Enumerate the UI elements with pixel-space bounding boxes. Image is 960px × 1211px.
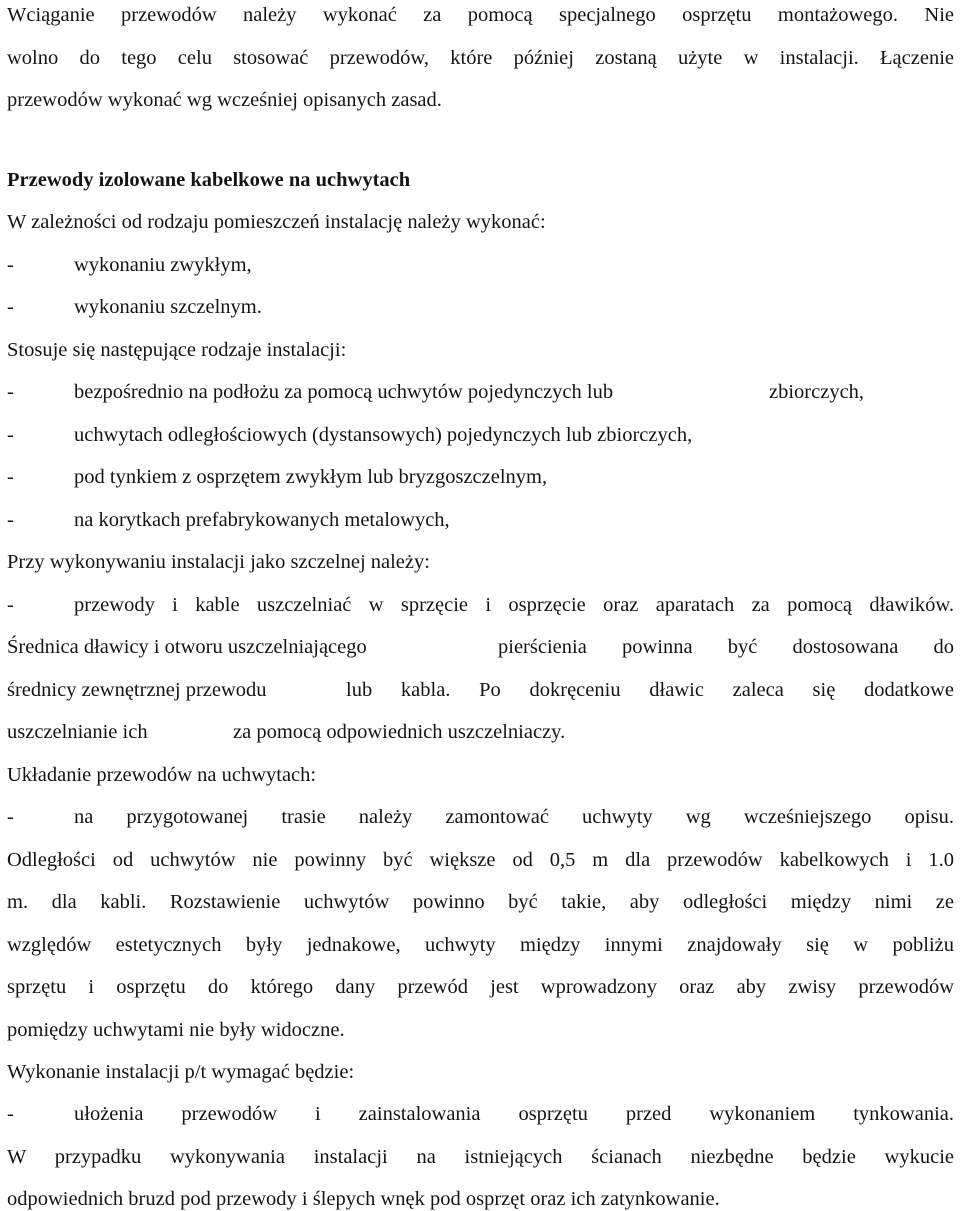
list-item-text: na korytkach prefabrykowanych metalowych, [74, 509, 450, 531]
paragraph-line: W zależności od rodzaju pomieszczeń instalację należy wykonać: [7, 211, 546, 233]
list-item-text: wykonaniu szczelnym. [74, 296, 262, 318]
list-dash: - [7, 806, 14, 828]
paragraph-line: odpowiednich bruzd pod przewody i ślepych wnęk pod osprzęt oraz ich zatynkowanie. [7, 1188, 720, 1210]
paragraph-line: Wykonanie instalacji p/t wymagać będzie: [7, 1061, 355, 1083]
text-segment: lub kabla. Po dokręceniu dławic zaleca się dodatkowe [346, 679, 954, 701]
list-dash: - [7, 381, 14, 403]
paragraph-line: m. dla kabli. Rozstawienie uchwytów powinno być takie, aby odległości między nimi ze [7, 891, 954, 913]
paragraph-line: Przy wykonywaniu instalacji jako szczelnej należy: [7, 551, 430, 573]
text-segment: średnicy zewnętrznej przewodu [7, 679, 267, 701]
paragraph-line: Stosuje się następujące rodzaje instalacji: [7, 339, 347, 361]
list-dash: - [7, 424, 14, 446]
section-heading: Przewody izolowane kabelkowe na uchwytach [7, 169, 411, 191]
paragraph-line: W przypadku wykonywania instalacji na istniejących ścianach niezbędne będzie wykucie [7, 1146, 954, 1168]
list-item-text: ułożenia przewodów i zainstalowania osprzętu przed wykonaniem tynkowania. [74, 1103, 954, 1125]
paragraph-line: Odległości od uchwytów nie powinny być większe od 0,5 m dla przewodów kabelkowych i 1.0 [7, 849, 954, 871]
list-dash: - [7, 1103, 14, 1125]
paragraph-line: Wciąganie przewodów należy wykonać za pomocą specjalnego osprzętu montażowego. Nie [7, 4, 954, 26]
text-segment: za pomocą odpowiednich uszczelniaczy. [233, 721, 566, 743]
list-dash: - [7, 296, 14, 318]
list-item-text: pod tynkiem z osprzętem zwykłym lub bryzgoszczelnym, [74, 466, 548, 488]
paragraph-line: Układanie przewodów na uchwytach: [7, 764, 317, 786]
paragraph-line: sprzętu i osprzętu do którego dany przewód jest wprowadzony oraz aby zwisy przewodów [7, 976, 954, 998]
paragraph-line: przewodów wykonać wg wcześniej opisanych zasad. [7, 89, 442, 111]
list-dash: - [7, 509, 14, 531]
list-item-text: wykonaniu zwykłym, [74, 254, 252, 276]
paragraph-line: względów estetycznych były jednakowe, uchwyty między innymi znajdowały się w pobliżu [7, 934, 954, 956]
list-dash: - [7, 594, 14, 616]
paragraph-line: pomiędzy uchwytami nie były widoczne. [7, 1019, 345, 1041]
list-dash: - [7, 254, 14, 276]
list-item-text: przewody i kable uszczelniać w sprzęcie i osprzęcie oraz aparatach za pomocą dławików. [74, 594, 954, 616]
list-item-text: bezpośrednio na podłożu za pomocą uchwytów pojedynczych lub [74, 381, 614, 403]
list-item-text: na przygotowanej trasie należy zamontować uchwyty wg wcześniejszego opisu. [74, 806, 954, 828]
text-segment: Średnica dławicy i otworu uszczelniającego [7, 636, 367, 658]
paragraph-line: wolno do tego celu stosować przewodów, które później zostaną użyte w instalacji. Łączenie [7, 47, 954, 69]
list-dash: - [7, 466, 14, 488]
text-segment: pierścienia powinna być dostosowana do [498, 636, 954, 658]
list-item-text: uchwytach odległościowych (dystansowych) pojedynczych lub zbiorczych, [74, 424, 693, 446]
list-item-text-tail: zbiorczych, [769, 381, 865, 403]
text-segment: uszczelnianie ich [7, 721, 148, 743]
